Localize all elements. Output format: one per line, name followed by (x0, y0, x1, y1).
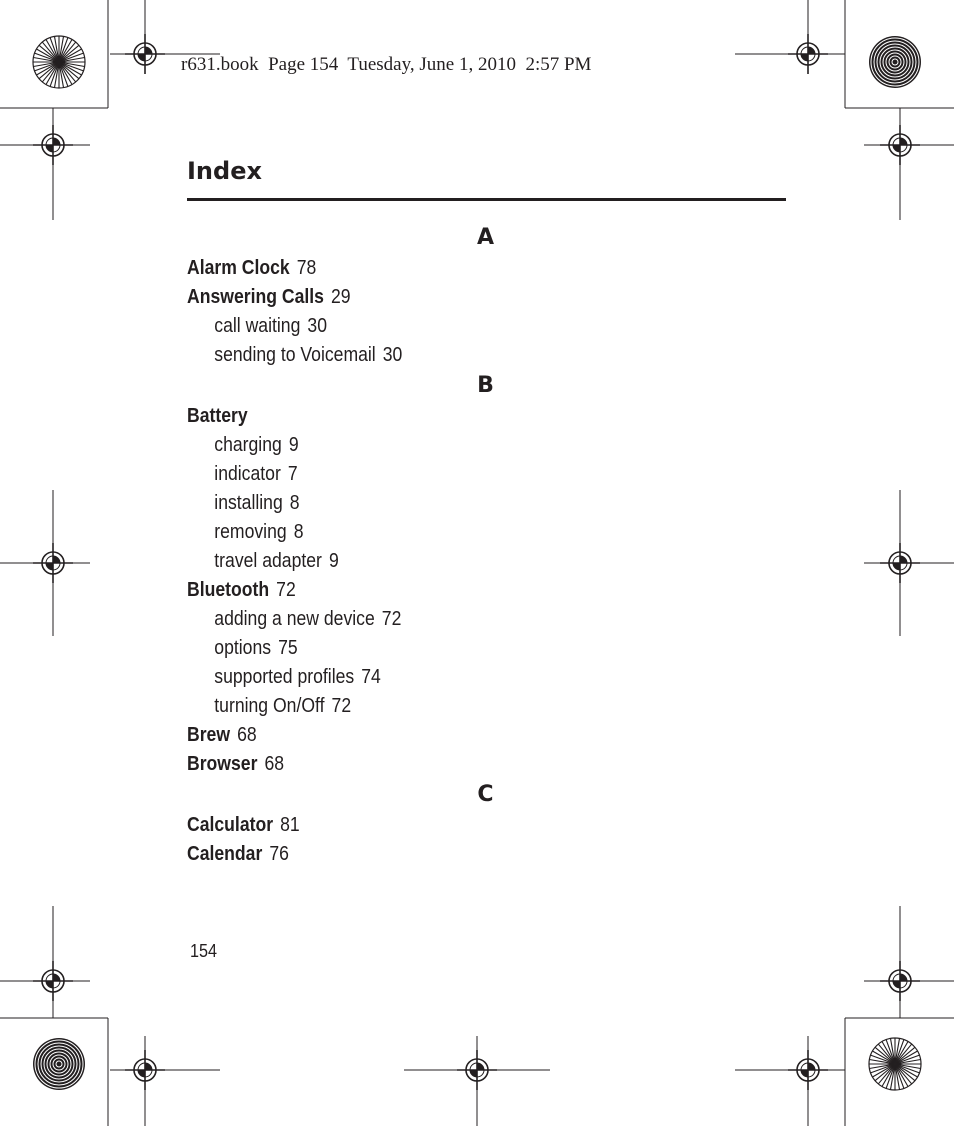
page-number: 154 (190, 941, 218, 961)
index-page-ref: 74 (361, 666, 381, 688)
index-term: Bluetooth (187, 579, 270, 601)
index-page-ref: 68 (237, 724, 257, 746)
index-subentry (187, 489, 714, 518)
index-term: Browser (187, 753, 258, 775)
index-page-ref: 8 (293, 521, 304, 543)
index-page-ref: 72 (381, 608, 402, 630)
index-entry (187, 254, 714, 283)
index-page-ref: 81 (280, 814, 300, 836)
index-term: Brew (187, 724, 231, 746)
index-term: installing (214, 492, 283, 514)
index-term: Alarm Clock (187, 257, 290, 279)
index-page-ref: 7 (287, 463, 298, 485)
index-page-ref: 68 (264, 753, 285, 775)
index-page-ref: 9 (328, 550, 339, 572)
print-slug-line: r631.book Page 154 Tuesday, June 1, 2010 2:57 PM (181, 54, 592, 75)
index-subentry (187, 547, 714, 576)
index-entry (187, 811, 714, 840)
index-subentry (187, 634, 714, 663)
index-page-ref: 9 (288, 434, 299, 456)
index-entry (187, 721, 714, 750)
index-list (187, 222, 786, 869)
index-subentry (187, 312, 714, 341)
index-term: Calculator (187, 814, 274, 836)
index-page-ref: 30 (382, 344, 403, 366)
title-underline (187, 198, 786, 201)
index-term: call waiting (214, 315, 301, 337)
index-page-ref: 76 (269, 843, 289, 865)
index-term: options (214, 637, 272, 659)
index-subentry (187, 431, 714, 460)
index-subentry (187, 341, 714, 370)
index-term: Answering Calls (187, 286, 324, 308)
index-page-ref: 30 (307, 315, 327, 337)
index-term: turning On/Off (214, 695, 325, 717)
index-subentry (187, 605, 714, 634)
index-page-ref: 78 (296, 257, 317, 279)
index-term: charging (214, 434, 282, 456)
index-term: adding a new device (214, 608, 375, 630)
index-page-ref: 8 (289, 492, 300, 514)
index-page-ref: 72 (331, 695, 352, 717)
index-term: travel adapter (214, 550, 322, 572)
index-term: removing (214, 521, 287, 543)
index-entry (187, 283, 714, 312)
index-term: indicator (214, 463, 281, 485)
index-entry (187, 750, 714, 779)
index-subentry (187, 460, 714, 489)
index-term: supported profiles (214, 666, 355, 688)
index-entry (187, 576, 714, 605)
index-entry (187, 402, 714, 431)
index-term: sending to Voicemail (214, 344, 376, 366)
index-subentry (187, 518, 714, 547)
index-term: Calendar (187, 843, 263, 865)
page-title: Index (187, 157, 262, 185)
section-letter: C (477, 782, 494, 807)
starburst-center (893, 1062, 897, 1066)
index-page-ref: 75 (278, 637, 298, 659)
section-letter: A (476, 225, 495, 250)
index-page-ref: 72 (276, 579, 296, 601)
index-term: Battery (187, 405, 248, 427)
index-page-ref: 29 (330, 286, 351, 308)
starburst-center (57, 60, 61, 64)
section-letter: B (477, 373, 494, 398)
index-entry (187, 840, 714, 869)
index-subentry (187, 692, 714, 721)
index-subentry (187, 663, 714, 692)
